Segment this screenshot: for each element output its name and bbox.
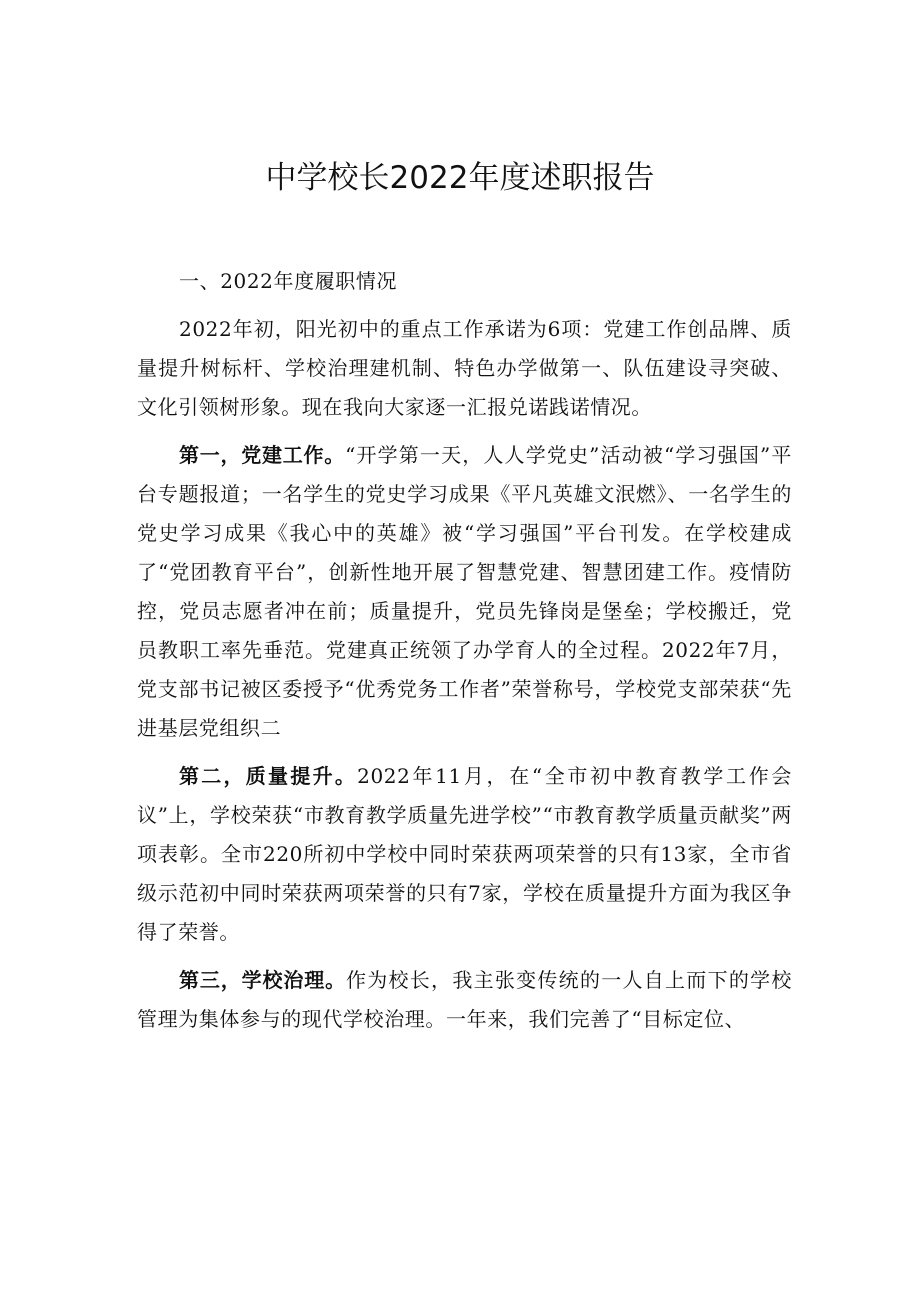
paragraph-quality <box>137 757 792 952</box>
paragraph-text: “开学第一天，人人学党史”活动被“学习强国”平台专题报道；一名学生的党史学习成果《平凡英雄文泯燃》、一名学生的党史学习成果《我心中的英雄》被“学习强国”平台刊发。在学校建成了“党团教育平台”，创新性地开展了智慧党建、智慧团建工作。疫情防控，党员志愿者冲在前；质量提升，党员先锋岗是堡垒；学校搬迁，党员教职工率先垂范。党建真正统领了办学育人的全过程。2022年7月，党支部书记被区委授予“优秀党务工作者”荣誉称号，学校党支部荣获“先进基层党组织二 <box>137 443 792 740</box>
paragraph-lead: 第一，党建工作。 <box>179 443 346 467</box>
paragraph-party-building <box>137 436 792 748</box>
paragraph-governance <box>137 961 792 1039</box>
document-title: 中学校长2022年度述职报告 <box>265 160 655 196</box>
document-body <box>137 262 792 1039</box>
paragraph-lead: 第三，学校治理。 <box>179 968 346 992</box>
intro-paragraph: 2022年初，阳光初中的重点工作承诺为6项：党建工作创品牌、质量提升树标杆、学校治理建机制、特色办学做第一、队伍建设寻突破、文化引领树形象。现在我向大家逐一汇报兑诺践诺情况。 <box>137 317 792 419</box>
section-heading: 一、2022年度履职情况 <box>179 269 398 293</box>
paragraph-text: 作为校长，我主张变传统的一人自上而下的学校管理为集体参与的现代学校治理。一年来，我们完善了“目标定位、 <box>137 968 792 1031</box>
paragraph-text: 2022年11月，在“全市初中教育教学工作会议”上，学校荣获“市教育教学质量先进学校”“市教育教学质量贡献奖”两项表彰。全市220所初中学校中同时荣获两项荣誉的只有13家，全市省级示范初中同时荣获两项荣誉的只有7家，学校在质量提升方面为我区争得了荣誉。 <box>137 764 792 944</box>
paragraph-lead: 第二，质量提升。 <box>179 764 358 788</box>
